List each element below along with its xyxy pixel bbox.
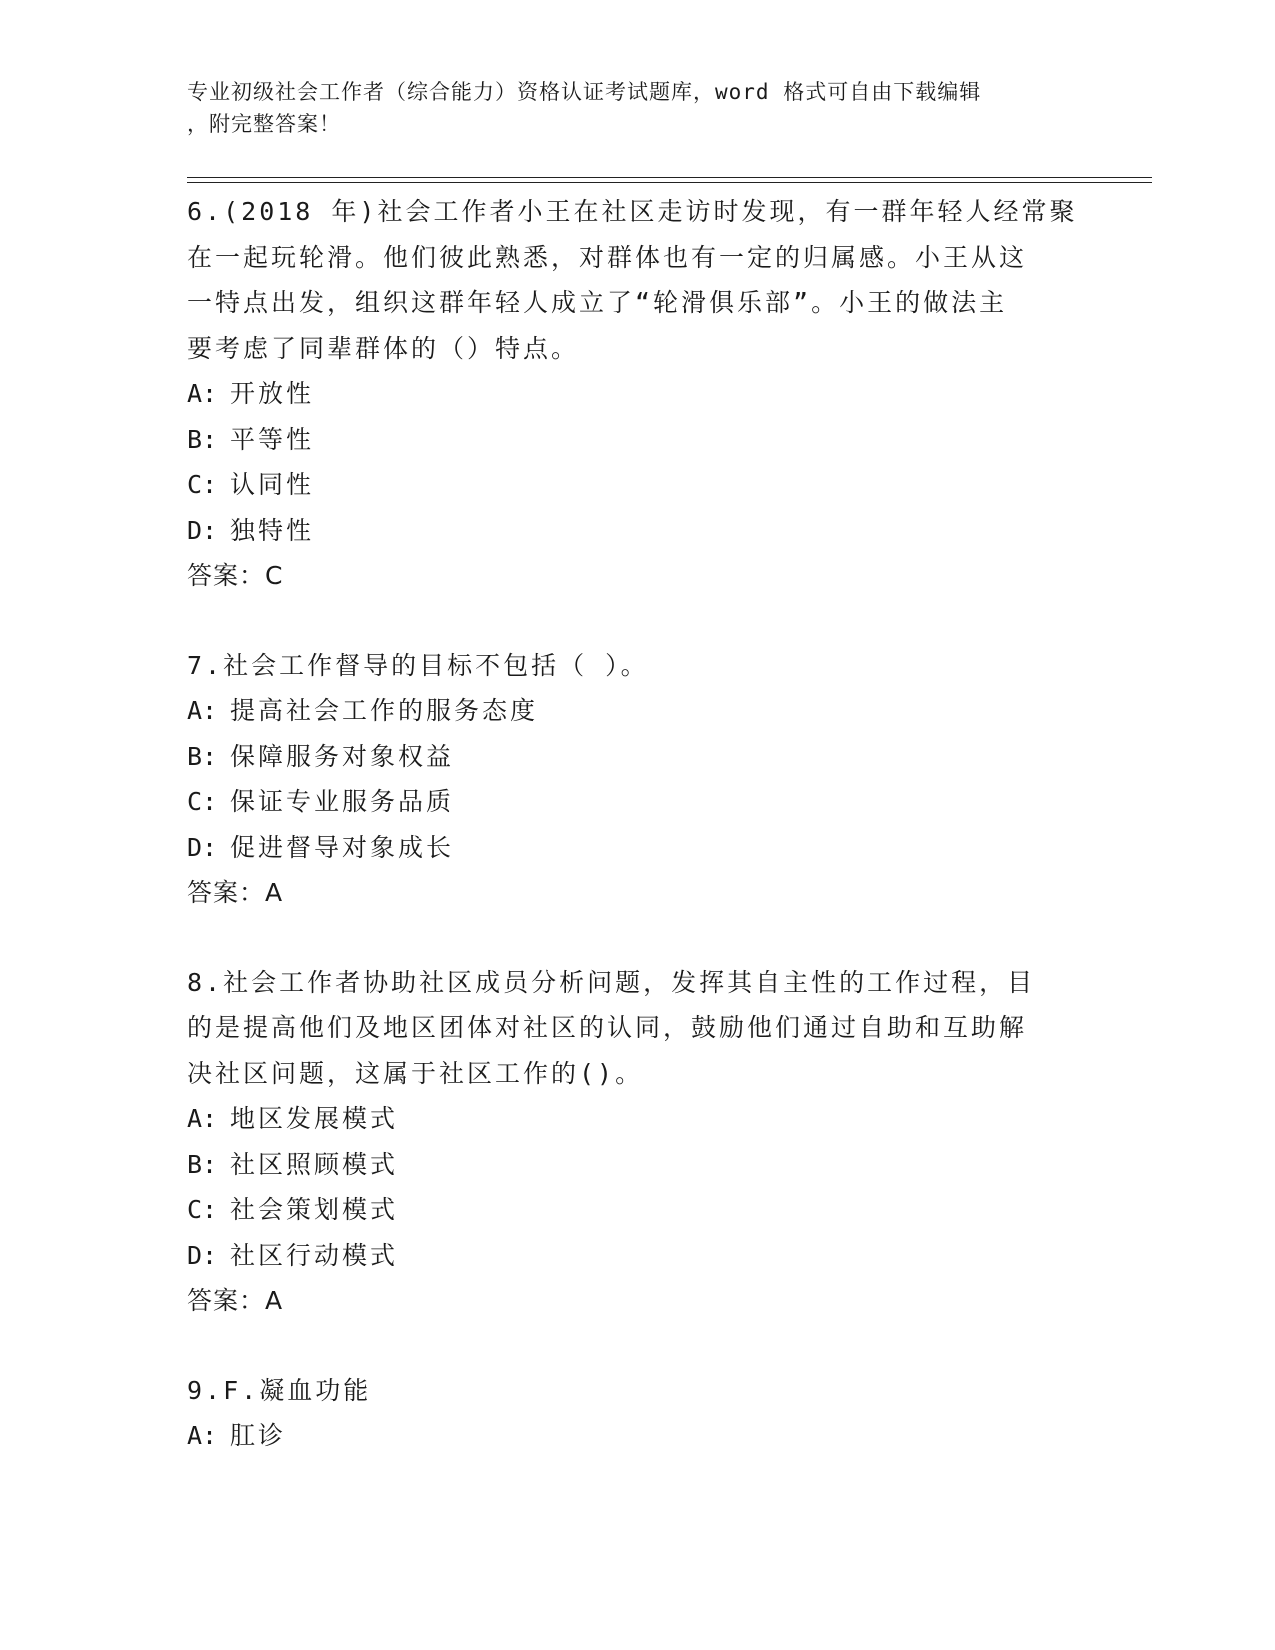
question-7 <box>187 643 1067 916</box>
question-9 <box>187 1368 1067 1459</box>
stem-line: 一特点出发，组织这群年轻人成立了“轮滑俱乐部”。小王的做法主 <box>187 288 1008 317</box>
option-b <box>187 1142 1067 1188</box>
stem-line: 在一起玩轮滑。他们彼此熟悉，对群体也有一定的归属感。小王从这 <box>187 242 1028 272</box>
question-stem <box>187 189 1078 371</box>
option-d <box>187 1233 1067 1279</box>
option-text: 社区照顾模式 <box>230 1149 399 1179</box>
option-a <box>187 688 1067 734</box>
answer: 答案：A <box>187 1286 284 1315</box>
option-key: D: <box>187 515 218 545</box>
option-key: B: <box>187 1149 218 1179</box>
option-text: 保证专业服务品质 <box>230 787 455 816</box>
option-text: 社区行动模式 <box>230 1240 399 1270</box>
stem-line: 8.社会工作者协助社区成员分析问题，发挥其自主性的工作过程，目 <box>187 967 1036 997</box>
option-key: B: <box>187 741 218 771</box>
option-text: 保障服务对象权益 <box>230 741 455 771</box>
option-d <box>187 825 1067 871</box>
header-divider-top <box>187 177 1152 178</box>
question-spacer <box>187 1324 1067 1368</box>
option-text: 社会策划模式 <box>230 1195 399 1224</box>
option-key: C: <box>187 470 218 499</box>
question-8 <box>187 960 1067 1324</box>
option-text: 提高社会工作的服务态度 <box>230 696 539 725</box>
option-b <box>187 417 1067 463</box>
option-a <box>187 1413 1067 1459</box>
option-text: 促进督导对象成长 <box>230 832 455 862</box>
option-key: C: <box>187 1195 218 1224</box>
question-stem <box>187 1368 1067 1414</box>
answer: 答案：A <box>187 878 284 907</box>
question-stem <box>187 643 1067 689</box>
option-key: A: <box>187 1104 218 1133</box>
option-d <box>187 508 1067 554</box>
header-line-1: 专业初级社会工作者（综合能力）资格认证考试题库，word 格式可自由下载编辑 <box>187 80 982 104</box>
header-line-2: ，附完整答案！ <box>187 112 341 136</box>
option-key: A: <box>187 696 218 725</box>
option-key: D: <box>187 1240 218 1270</box>
option-a <box>187 1096 1067 1142</box>
question-stem <box>187 960 1067 1097</box>
answer: 答案：C <box>187 561 284 590</box>
option-b <box>187 734 1067 780</box>
option-key: A: <box>187 379 218 408</box>
document-header <box>187 76 1067 140</box>
option-text: 地区发展模式 <box>230 1104 399 1133</box>
stem-line: 6.(2018 年)社会工作者小王在社区走访时发现，有一群年轻人经常聚 <box>187 197 1078 226</box>
option-text: 平等性 <box>230 424 315 454</box>
stem-line: 7.社会工作督导的目标不包括（ ）。 <box>187 650 649 680</box>
option-c <box>187 462 1067 508</box>
option-c <box>187 1187 1067 1233</box>
question-list <box>187 189 1078 1459</box>
option-text: 开放性 <box>230 379 315 408</box>
option-key: A: <box>187 1421 218 1450</box>
option-c <box>187 779 1067 825</box>
question-6 <box>187 189 1078 599</box>
stem-line: 9.F.凝血功能 <box>187 1375 372 1405</box>
option-key: C: <box>187 787 218 816</box>
option-key: B: <box>187 424 218 454</box>
stem-line: 决社区问题，这属于社区工作的()。 <box>187 1058 644 1088</box>
option-text: 肛诊 <box>230 1421 287 1450</box>
option-a <box>187 371 1067 417</box>
question-spacer <box>187 916 1067 960</box>
option-key: D: <box>187 832 218 862</box>
header-divider-bottom <box>187 182 1152 183</box>
stem-line: 要考虑了同辈群体的（）特点。 <box>187 333 580 363</box>
stem-line: 的是提高他们及地区团体对社区的认同，鼓励他们通过自助和互助解 <box>187 1013 1028 1042</box>
option-text: 认同性 <box>230 470 315 499</box>
option-text: 独特性 <box>230 515 315 545</box>
question-spacer <box>187 599 1067 643</box>
